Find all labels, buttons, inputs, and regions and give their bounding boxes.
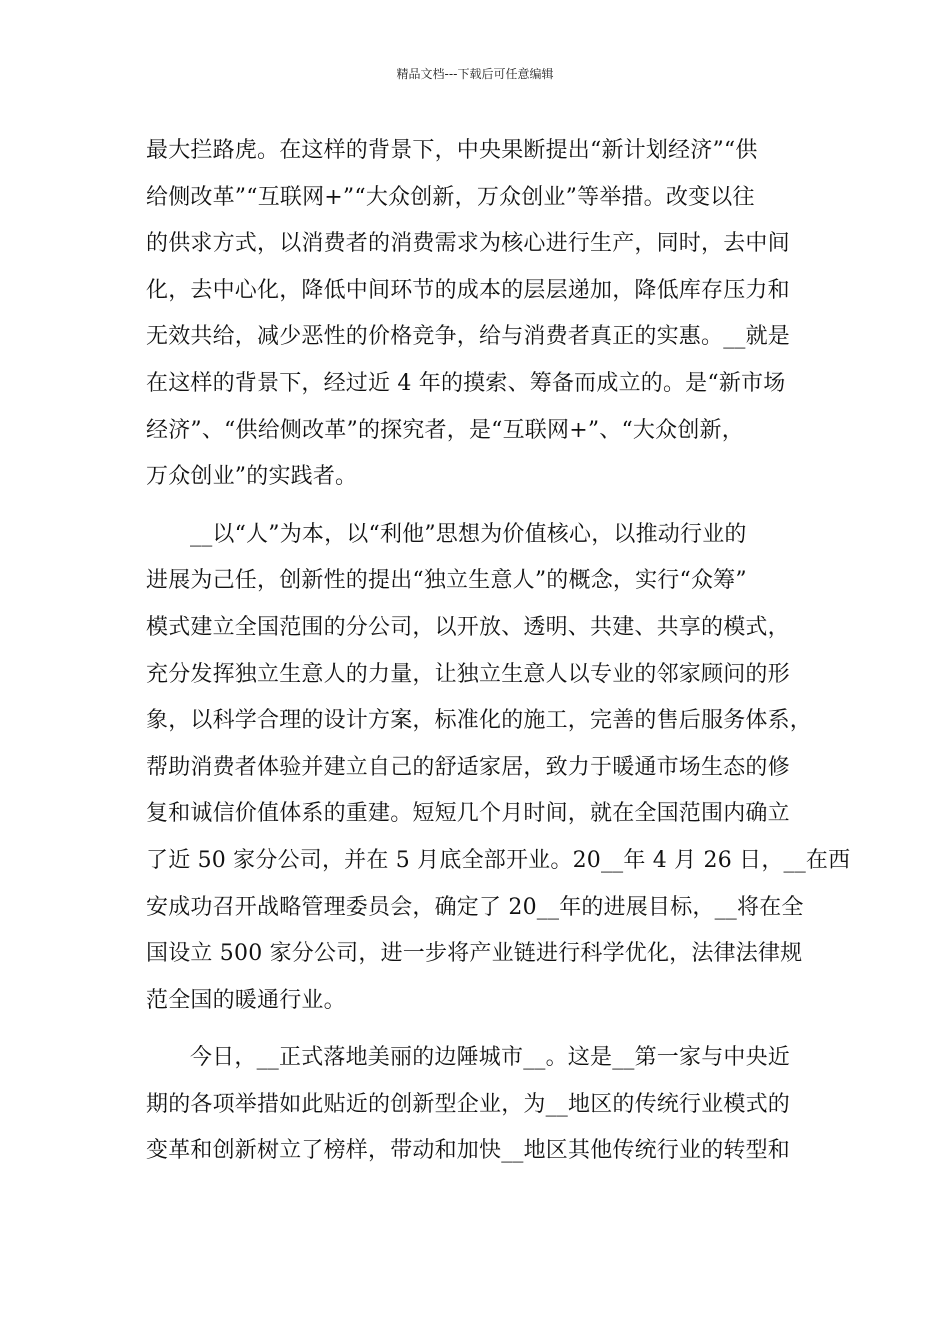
text-line: 无效共给，减少恶性的价格竞争，给与消费者真正的实惠。__就是	[146, 324, 791, 350]
document-body	[146, 128, 851, 1175]
text-line: 经济”、“供给侧改革”的探究者，是“互联网+”、“大众创新，	[146, 417, 744, 443]
text-line: 国设立 500 家分公司，进一步将产业链进行科学优化，法律法律规	[146, 941, 803, 967]
text-line: 化，去中心化，降低中间环节的成本的层层递加，降低库存压力和	[146, 277, 790, 303]
text-line: 变革和创新树立了榜样，带动和加快__地区其他传统行业的转型和	[146, 1138, 791, 1164]
paragraph-1	[146, 128, 832, 501]
text-line: 进展为己任，创新性的提出“独立生意人”的概念，实行“众筹”	[146, 568, 747, 594]
page-header: 精品文档---下载后可任意编辑	[396, 67, 554, 81]
text-line: 帮助消费者体验并建立自己的舒适家居，致力于暖通市场生态的修	[146, 754, 790, 780]
text-line: 最大拦路虎。在这样的背景下，中央果断提出“新计划经济”“供	[146, 138, 758, 163]
text-line: 的供求方式，以消费者的消费需求为核心进行生产，同时，去中间	[146, 231, 790, 257]
text-line: __以“人”为本，以“利他”思想为价值核心，以推动行业的	[190, 521, 747, 547]
text-line: 在这样的背景下，经过近 4 年的摸索、筹备而成立的。是“新市场	[146, 370, 786, 396]
text-line: 象，以科学合理的设计方案，标准化的施工，完善的售后服务体系，	[146, 708, 813, 734]
text-line: 充分发挥独立生意人的力量，让独立生意人以专业的邻家顾问的形	[146, 661, 790, 687]
text-line: 模式建立全国范围的分公司，以开放、透明、共建、共享的模式，	[146, 614, 790, 640]
text-line: 万众创业”的实践者。	[146, 464, 358, 490]
text-line: 今日，__正式落地美丽的边陲城市__。这是__第一家与中央近	[190, 1045, 791, 1071]
paragraph-gap	[146, 1024, 832, 1035]
text-line: 范全国的暖通行业。	[146, 987, 346, 1013]
paragraph-3	[146, 1035, 832, 1175]
paragraph-gap	[146, 501, 832, 512]
text-line: 了近 50 家分公司，并在 5 月底全部开业。20__年 4 月 26 日，__在西	[146, 847, 851, 873]
text-line: 期的各项举措如此贴近的创新型企业，为__地区的传统行业模式的	[146, 1091, 791, 1117]
text-line: 给侧改革”“互联网+”“大众创新，万众创业”等举措。改变以往	[146, 184, 755, 210]
text-line: 复和诚信价值体系的重建。短短几个月时间，就在全国范围内确立	[146, 801, 790, 827]
text-line: 安成功召开战略管理委员会，确定了 20__年的进展目标，__将在全	[146, 894, 804, 920]
paragraph-2	[146, 512, 851, 1025]
